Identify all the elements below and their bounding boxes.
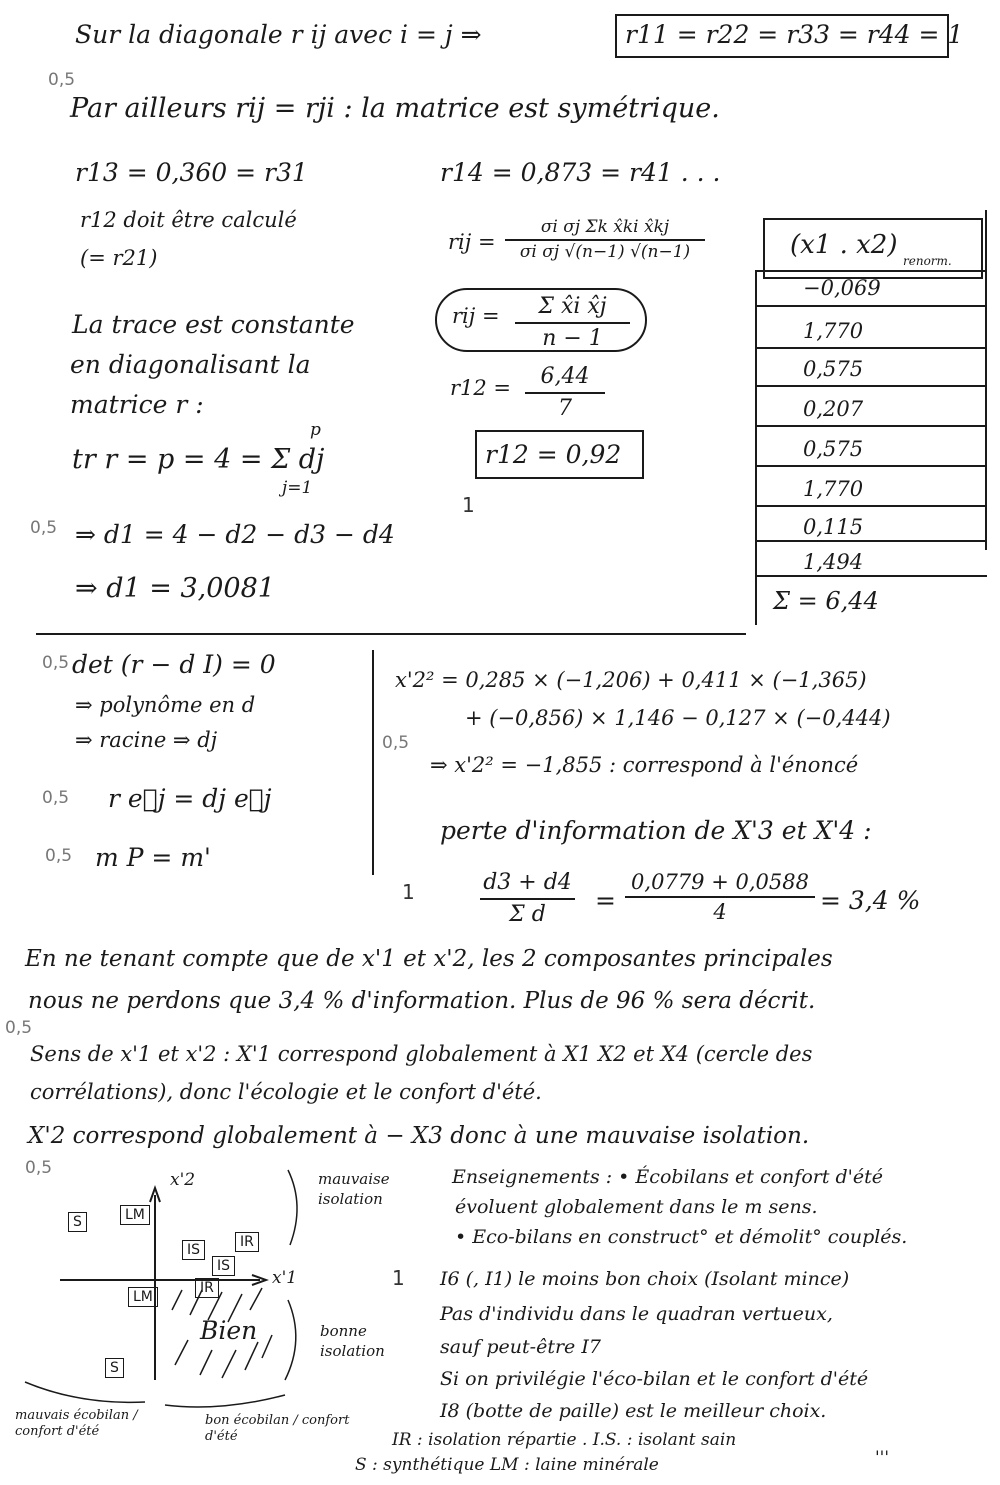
- label-lm: LM: [128, 1287, 158, 1307]
- equals-sign: =: [595, 886, 616, 915]
- loss-result: = 3,4 %: [820, 886, 921, 915]
- trace-line-3: matrice r :: [70, 390, 204, 419]
- label-lm: LM: [120, 1205, 150, 1225]
- d1-expression: ⇒ d1 = 4 − d2 − d3 − d4: [75, 520, 395, 549]
- lesson-line-4: I6 (, I1) le moins bon choix (Isolant mince): [440, 1268, 850, 1290]
- r12-note-sub: (= r21): [80, 246, 158, 270]
- good-ecobalance-label: bon écobilan / confort d'été: [205, 1413, 350, 1445]
- rij-label-2: rij =: [452, 304, 500, 328]
- lesson-line-1: Enseignements : • Écobilans et confort d'été: [452, 1166, 884, 1188]
- label-s: S: [105, 1358, 124, 1378]
- trace-equation: tr r = p = 4 = Σ dj: [72, 444, 325, 475]
- r14-value: r14 = 0,873 = r41 . . .: [440, 158, 721, 187]
- table-cell: 0,207: [803, 397, 864, 421]
- rij-numerator-1: σi σj Σk x̂ki x̂kj: [540, 217, 670, 237]
- section-divider: [36, 633, 746, 635]
- margin-mark: 0,5: [42, 788, 70, 808]
- loss-numerator-2: 0,0779 + 0,0588: [631, 870, 809, 894]
- rij-fraction-1: [505, 216, 705, 264]
- r12-denominator: 7: [525, 392, 605, 424]
- margin-mark: 0,5: [382, 733, 410, 753]
- lesson-line-8: I8 (botte de paille) est le meilleur choix.: [440, 1400, 827, 1422]
- table-row: [755, 305, 987, 349]
- lesson-line-5: Pas d'individu dans le quadran vertueux,: [440, 1303, 833, 1325]
- r12-fraction: [525, 362, 605, 423]
- label-ir: IR: [235, 1232, 259, 1252]
- margin-mark: 0,5: [5, 1018, 33, 1038]
- good-insulation-label: bonne isolation: [320, 1322, 385, 1360]
- label-is: IS: [182, 1240, 205, 1260]
- legend-line-1: IR : isolation répartie . I.S. : isolant sain: [392, 1430, 737, 1450]
- lesson-line-6: sauf peut-être I7: [440, 1336, 601, 1358]
- table-row: [755, 425, 987, 467]
- loss-fraction-1: [480, 868, 575, 929]
- paragraph-line-2: nous ne perdons que 3,4 % d'information. Plus de 96 % sera décrit.: [28, 988, 816, 1014]
- trace-line-1: La trace est constante: [72, 310, 355, 339]
- diagonal-result: r11 = r22 = r33 = r44 = 1: [625, 20, 964, 49]
- det-step-2: ⇒ racine ⇒ dj: [75, 728, 218, 752]
- information-loss-title: perte d'information de X'3 et X'4 :: [440, 816, 872, 845]
- d1-result: ⇒ d1 = 3,0081: [75, 573, 275, 604]
- table-row: [755, 505, 987, 542]
- margin-mark: 0,5: [48, 70, 76, 90]
- rij-denominator-2: n − 1: [515, 322, 630, 354]
- det-equation: det (r − d I) = 0: [72, 650, 276, 679]
- det-step-1: ⇒ polynôme en d: [75, 693, 256, 717]
- paragraph-line-1: En ne tenant compte que de x'1 et x'2, les 2 composantes principales: [25, 946, 833, 972]
- loss-denominator-2: 4: [625, 896, 815, 926]
- loss-fraction-2: [625, 868, 815, 927]
- table-cell: −0,069: [803, 276, 881, 300]
- column-divider: [372, 650, 374, 875]
- score-mark: 1: [462, 493, 475, 517]
- label-ir: IR: [195, 1278, 219, 1298]
- score-mark: 1: [392, 1266, 405, 1290]
- symmetry-statement: Par ailleurs rij = rji : la matrice est symétrique.: [70, 93, 720, 124]
- good-zone-label: Bien: [200, 1316, 258, 1345]
- renormalized-table: [755, 210, 987, 620]
- r12-result: r12 = 0,92: [485, 440, 622, 469]
- x2-computation-1: x'2² = 0,285 × (−1,206) + 0,411 × (−1,365): [395, 668, 867, 692]
- trace-line-2: en diagonalisant la: [70, 350, 311, 379]
- table-header: (x1 . x2): [790, 230, 898, 260]
- table-cell: 1,770: [803, 319, 864, 343]
- x-axis-label: x'1: [272, 1268, 298, 1288]
- score-mark: 1: [402, 880, 415, 904]
- r12-note: r12 doit être calculé: [80, 208, 297, 232]
- table-row: [755, 465, 987, 507]
- label-is: IS: [212, 1256, 235, 1276]
- margin-mark: 0,5: [25, 1158, 53, 1178]
- rij-denominator-1: σi σj √(n−1) √(n−1): [505, 239, 705, 264]
- table-header-sub: renorm.: [903, 254, 952, 268]
- table-row: [755, 270, 987, 307]
- table-row: [755, 540, 987, 577]
- paragraph-line-3: Sens de x'1 et x'2 : X'1 correspond globalement à X1 X2 et X4 (cercle des: [30, 1042, 813, 1066]
- bad-insulation-label: mauvaise isolation: [318, 1170, 390, 1208]
- rij-numerator-2: Σ x̂i x̂j: [538, 294, 607, 319]
- bracket-left: [25, 1382, 145, 1402]
- diagonal-statement: Sur la diagonale r ij avec i = j ⇒: [75, 20, 482, 49]
- bracket-top: [288, 1170, 297, 1245]
- lesson-line-7: Si on privilégie l'éco-bilan et le confort d'été: [440, 1368, 869, 1390]
- y-axis-label: x'2: [170, 1170, 196, 1190]
- eigen-equation: r e⃗j = dj e⃗j: [108, 784, 272, 813]
- sum-upper-bound: p: [310, 420, 321, 440]
- x2-computation-2: + (−0,856) × 1,146 − 0,127 × (−0,444): [465, 706, 891, 730]
- table-cell: 0,115: [803, 515, 864, 539]
- lesson-line-2: évoluent globalement dans le m sens.: [455, 1196, 818, 1218]
- rij-label-1: rij =: [448, 230, 496, 254]
- r12-numerator: 6,44: [540, 364, 590, 389]
- bracket-center: [165, 1395, 285, 1407]
- table-row: [755, 347, 987, 387]
- r12-label: r12 =: [450, 376, 512, 400]
- paragraph-line-5: X'2 correspond globalement à − X3 donc à une mauvaise isolation.: [28, 1123, 810, 1149]
- continuation-marks: ''': [875, 1448, 890, 1468]
- legend-line-2: S : synthétique LM : laine minérale: [355, 1455, 659, 1475]
- bad-ecobalance-label: mauvais écobilan / confort d'été: [15, 1408, 138, 1440]
- label-s: S: [68, 1212, 87, 1232]
- loss-denominator-1: Σ d: [480, 898, 575, 930]
- bracket-bottom: [285, 1300, 296, 1380]
- table-row: [755, 575, 987, 617]
- sum-lower-bound: j=1: [282, 478, 313, 498]
- margin-mark: 0,5: [45, 846, 73, 866]
- table-cell: 1,770: [803, 477, 864, 501]
- table-row: [755, 385, 987, 427]
- table-cell: 1,494: [803, 550, 864, 574]
- rij-fraction-2: [515, 292, 630, 353]
- table-cell: 0,575: [803, 437, 864, 461]
- loss-numerator-1: d3 + d4: [483, 870, 572, 895]
- table-sum: Σ = 6,44: [773, 587, 879, 615]
- margin-mark: 0,5: [30, 518, 58, 538]
- table-cell: 0,575: [803, 357, 864, 381]
- paragraph-line-4: corrélations), donc l'écologie et le confort d'été.: [30, 1080, 542, 1104]
- r13-value: r13 = 0,360 = r31: [75, 158, 308, 187]
- projection-equation: m P = m': [95, 843, 211, 872]
- x2-result: ⇒ x'2² = −1,855 : correspond à l'énoncé: [430, 753, 859, 777]
- margin-mark: 0,5: [42, 653, 70, 673]
- lesson-line-3: • Eco-bilans en construct° et démolit° couplés.: [455, 1226, 908, 1248]
